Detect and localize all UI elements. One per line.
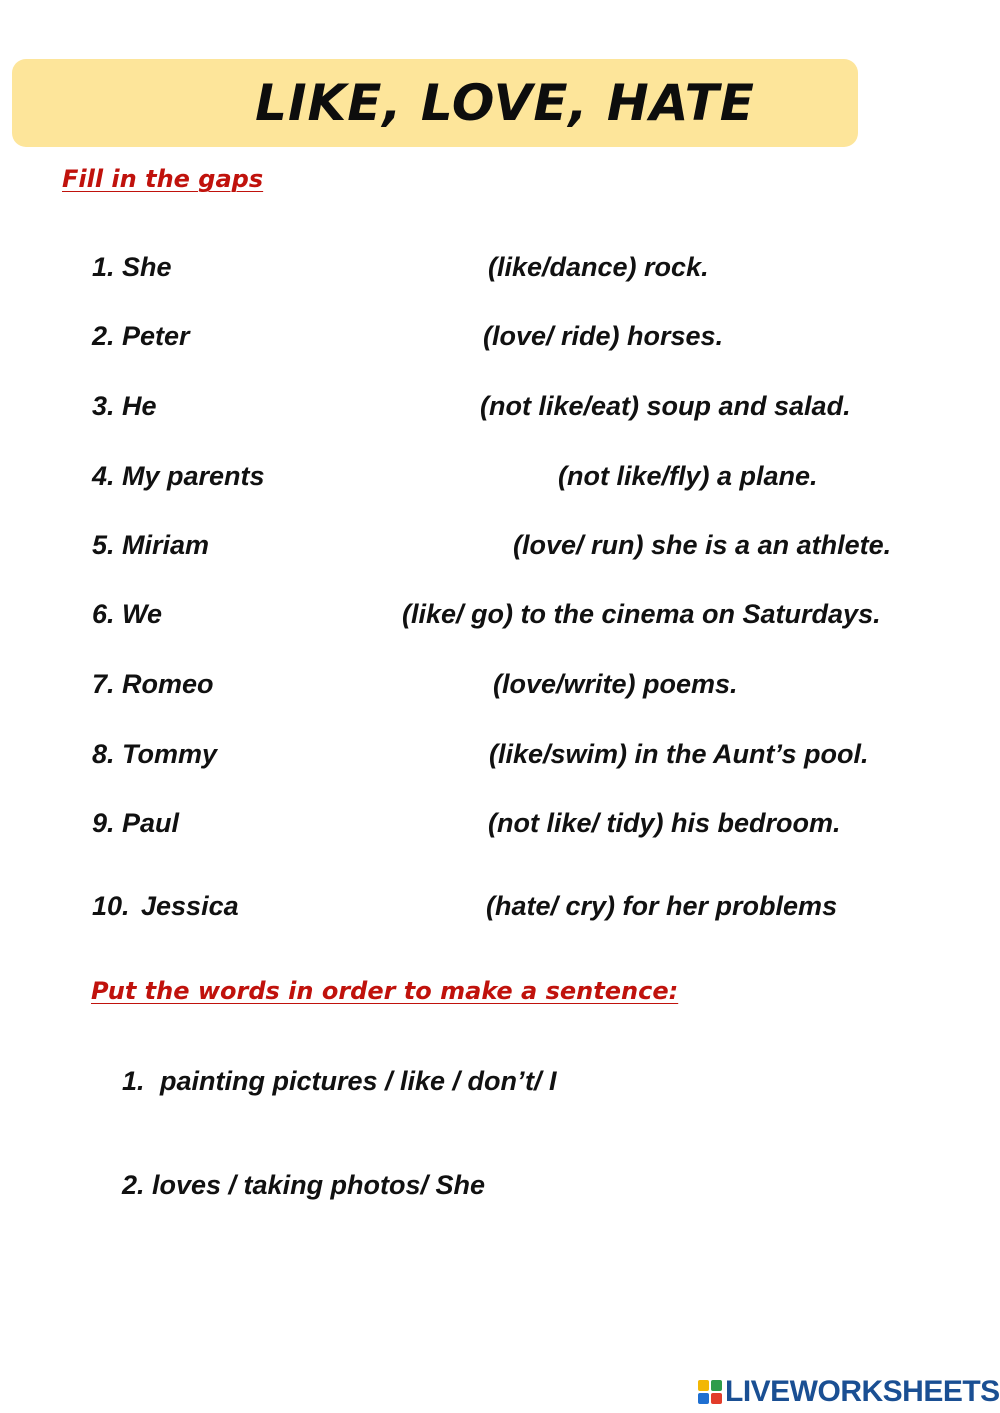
item-number: 7.: [92, 669, 115, 699]
item-number: 5.: [92, 530, 115, 560]
item-subject: Romeo: [122, 669, 214, 699]
item-subject: He: [122, 391, 157, 421]
item-subject: My parents: [122, 461, 265, 491]
item-number: 2.: [122, 1170, 145, 1200]
item-text: loves / taking photos/ She: [152, 1170, 486, 1200]
item-subject: Tommy: [122, 739, 218, 769]
item-subject: Jessica: [141, 891, 239, 921]
item-number: 9.: [92, 808, 115, 838]
item-subject: We: [122, 599, 163, 629]
item-cue: (like/swim) in the Aunt’s pool.: [489, 739, 869, 769]
item-number: 8.: [92, 739, 115, 769]
liveworksheets-logo-icon: [698, 1380, 722, 1404]
item-subject: Peter: [122, 321, 190, 351]
word-order-heading: Put the words in order to make a sentence:: [91, 977, 679, 1005]
liveworksheets-logo[interactable]: [698, 1375, 1000, 1408]
item-subject: Paul: [122, 808, 180, 838]
item-text: painting pictures / like / don’t/ I: [160, 1066, 557, 1096]
page-title: LIKE, LOVE, HATE: [255, 74, 755, 132]
item-number: 2.: [92, 321, 115, 351]
item-cue: (love/ run) she is a an athlete.: [513, 530, 892, 560]
item-cue: (like/ go) to the cinema on Saturdays.: [402, 599, 881, 629]
item-cue: (like/dance) rock.: [488, 252, 709, 282]
item-cue: (not like/ tidy) his bedroom.: [488, 808, 841, 838]
item-cue: (not like/fly) a plane.: [558, 461, 818, 491]
item-number: 6.: [92, 599, 115, 629]
item-cue: (not like/eat) soup and salad.: [480, 391, 851, 421]
item-number: 4.: [92, 461, 115, 491]
item-subject: She: [122, 252, 172, 282]
item-number: 10.: [92, 891, 130, 921]
item-cue: (love/ ride) horses.: [483, 321, 724, 351]
logo-text: LIVEWORKSHEETS: [725, 1375, 1000, 1408]
item-number: 3.: [92, 391, 115, 421]
item-number: 1.: [92, 252, 115, 282]
item-number: 1.: [122, 1066, 145, 1096]
item-cue: (hate/ cry) for her problems: [486, 891, 838, 921]
item-cue: (love/write) poems.: [493, 669, 738, 699]
item-subject: Miriam: [122, 530, 210, 560]
fill-gaps-heading: Fill in the gaps: [62, 165, 264, 193]
